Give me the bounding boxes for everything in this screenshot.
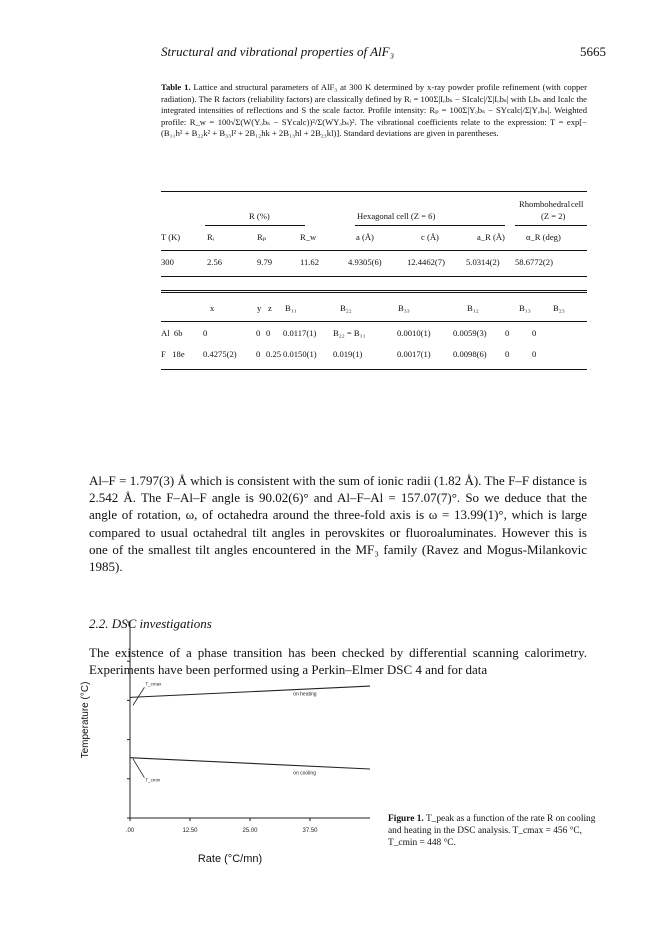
cell: 0 xyxy=(532,349,537,359)
series-line-cooling xyxy=(130,758,370,769)
col-head: R_w xyxy=(300,232,317,242)
group-rhombohedral-z: (Z = 2) xyxy=(541,211,566,221)
cell: 0 xyxy=(256,349,261,359)
col-head: B₁₂ xyxy=(467,303,479,313)
cell: 0.4275(2) xyxy=(203,349,237,359)
col-head: B₂₂ xyxy=(340,303,352,313)
col-head: y xyxy=(257,303,262,313)
cell: 0.25 xyxy=(266,349,282,359)
series-label-cooling: on cooling xyxy=(293,770,316,777)
cell: 300 xyxy=(161,257,174,267)
section-paragraph: The existence of a phase transition has been checked by differential scanning calorimetry. Experiments have been performed using a Perkin–Elmer DSC 4 and for data xyxy=(89,645,587,678)
tcmin-arrow xyxy=(133,759,145,778)
x-tick-label: .00 xyxy=(125,828,135,834)
table2-row xyxy=(161,349,587,363)
cell: 4.9305(6) xyxy=(348,257,382,267)
table-caption-text: Lattice and structural parameters of AlF₃ at 300 K determined by x-ray powder profile refinement (with copper radiation). The R factors (reliability factors) are classically defined by Rᵢ = 100Σ|Iₒbₛ − SIcalc|/Σ|Iₒbₛ| with Iₒbₛ and Icalc the integrated intensities of reflections and S the scale factor. Profile intensity: Rₚ = 100Σ|Yₒbₛ − SYcalc|/Σ|Yₒbₛ|. Weighted profile: R_w = 100√Σ(W(Yₒbₛ − SYcalc))²/Σ(WYₒbₛ)². The vibrational coefficients relate to the expression: T = exp[−(B₁₁h² + B₂₂k² + B₃₃l² + 2B₁₂hk + 2B₁₃hl + 2B₂₃kl)]. Standard deviations are given in parentheses. xyxy=(161,82,587,139)
x-tick-label: 12.50 xyxy=(182,828,198,834)
col-head: Rᵢ xyxy=(207,232,215,242)
cell: 0 xyxy=(256,328,261,338)
body-paragraph: Al–F = 1.797(3) Å which is consistent with the sum of ionic radii (1.82 Å). The F–F distance is 2.542 Å. The F–Al–F angle is 90.02(6)° and Al–F–Al = 157.07(7)°. So we deduce that the angle of rotation, ω, of octahedra around the three-fold axis is ω = 13.99(1)°, which is large compared to usual octahedral tilt angles in perovskites or fluoroaluminates. However this is one of the smallest tilt angles encountered in the MF₃ family (Ravez and Mogus-Milankovic 1985). xyxy=(89,473,587,575)
group-rhombohedral: Rhombohedral xyxy=(519,199,571,209)
cell: 58.6772(2) xyxy=(515,257,553,267)
figure-caption xyxy=(388,813,598,849)
cell: 2.56 xyxy=(207,257,223,267)
cell: 0 xyxy=(532,328,537,338)
cell: 0 xyxy=(266,328,271,338)
table1-data-row xyxy=(161,257,587,271)
page-number: 5665 xyxy=(580,44,606,59)
cell: 0.019(1) xyxy=(333,349,363,359)
col-head: B₁₃ xyxy=(519,303,531,313)
cell: 0.0010(1) xyxy=(397,328,431,338)
x-axis-title: Rate (°C/mn) xyxy=(197,853,263,865)
table2-header-row xyxy=(161,303,587,317)
running-title: Structural and vibrational properties of AlF₃ xyxy=(161,44,395,59)
col-head: B₃₃ xyxy=(398,303,410,313)
table-caption xyxy=(161,82,587,140)
x-tick-label: 37.50 xyxy=(302,828,318,834)
cell: 0.0059(3) xyxy=(453,328,487,338)
cell: 0.0017(1) xyxy=(397,349,431,359)
col-head: B₁₁ xyxy=(285,303,297,313)
series-line-heating xyxy=(130,686,370,697)
table1-header-row xyxy=(161,232,587,246)
cell: 0.0150(1) xyxy=(283,349,317,359)
section-heading: 2.2. DSC investigations xyxy=(89,616,212,631)
tcmax-label: T_cmax xyxy=(145,681,162,687)
col-head: B₂₃ xyxy=(553,303,565,313)
cell: 5.0314(2) xyxy=(466,257,500,267)
col-head: T (K) xyxy=(161,232,181,242)
tcmin-label: T_cmin xyxy=(145,777,161,783)
cell: 11.62 xyxy=(300,257,320,267)
cell: Al 6b xyxy=(161,328,183,338)
cell: 0 xyxy=(203,328,208,338)
table-label: Table 1. xyxy=(161,82,191,92)
figure-label: Figure 1. xyxy=(388,814,424,824)
group-r: R (%) xyxy=(249,211,270,221)
group-hexagonal: Hexagonal cell (Z = 6) xyxy=(357,211,436,221)
x-tick-label: 25.00 xyxy=(242,828,258,834)
table2-row xyxy=(161,328,587,342)
cell: 0.0117(1) xyxy=(283,328,317,338)
cell: 9.79 xyxy=(257,257,273,267)
cell: B₂₂ = B₁₁ xyxy=(333,328,366,338)
dsc-chart xyxy=(70,610,390,870)
cell: 0.0098(6) xyxy=(453,349,487,359)
col-head: a (Å) xyxy=(356,232,374,242)
col-head: a_R (Å) xyxy=(477,232,505,242)
y-axis-title: Temperature (°C) xyxy=(80,681,91,759)
col-head: z xyxy=(268,303,272,313)
cell: 0 xyxy=(505,328,510,338)
cell: 12.4462(7) xyxy=(407,257,445,267)
col-head: x xyxy=(210,303,215,313)
col-head: c (Å) xyxy=(421,232,439,242)
col-head: Rₚ xyxy=(257,232,267,242)
group-rhombohedral-cell: cell xyxy=(571,199,584,209)
cell: 0 xyxy=(505,349,510,359)
cell: F 18e xyxy=(161,349,185,359)
col-head: α_R (deg) xyxy=(526,232,561,242)
figure-caption-text: T_peak as a function of the rate R on cooling and heating in the DSC analysis. T_cmax = 456 °C, T_cmin = 448 °C. xyxy=(388,814,596,848)
series-label-heating: on heating xyxy=(293,691,317,698)
